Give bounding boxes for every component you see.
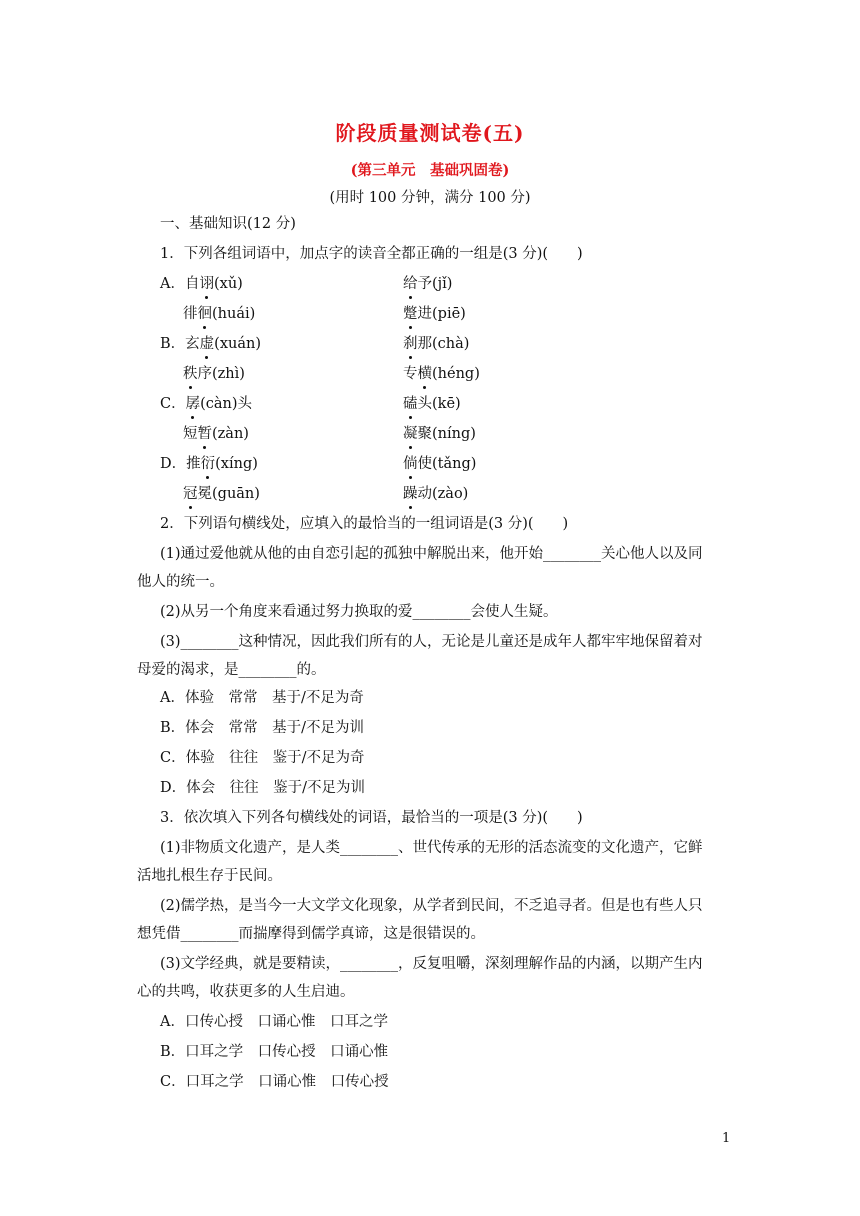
q3-option-a: A．口传心授 口诵心惟 口耳之学 <box>160 1014 388 1030</box>
q1-option-c-word3: 短暂(zàn) <box>183 426 249 442</box>
q3-sentence-1: (1)非物质文化遗产，是人类________、世代传承的无形的活态流变的文化遗产，它鲜 <box>160 840 703 856</box>
dotted-char: 磕 <box>403 396 418 412</box>
dotted-char: 暂 <box>197 426 212 442</box>
dotted-char: 蹩 <box>403 306 418 322</box>
dotted-char: 虚 <box>199 336 215 352</box>
dotted-char: 衍 <box>200 456 216 472</box>
q1-option-c-word2: 磕头(kē) <box>403 396 461 412</box>
dotted-char: 徊 <box>197 306 212 322</box>
q1-option-d-word4: 躁动(zào) <box>403 486 469 502</box>
q2-option-c: C．体验 往往 鉴于/不足为奇 <box>160 750 365 766</box>
q3-sentence-3: (3)文学经典，就是要精读，________，反复咀嚼，深刻理解作品的内涵，以期产生内 <box>160 956 703 972</box>
section-heading: 一、基础知识(12 分) <box>160 216 296 232</box>
dotted-char: 躁 <box>403 486 418 502</box>
q1-option-b-word4: 专横(héng) <box>403 366 480 382</box>
q2-stem: 2．下列语句横线处，应填入的最恰当的一组词语是(3 分)( ) <box>160 516 569 532</box>
dotted-char: 给 <box>403 276 418 292</box>
dotted-char: 凝 <box>403 426 418 442</box>
option-label: D． <box>160 456 187 472</box>
q1-option-a-word4: 蹩进(piē) <box>403 306 466 322</box>
dotted-char: 横 <box>417 366 432 382</box>
q3-stem: 3．依次填入下列各句横线处的词语，最恰当的一项是(3 分)( ) <box>160 810 583 826</box>
page-number: 1 <box>722 1131 731 1146</box>
q3-option-c: C．口耳之学 口诵心惟 口传心授 <box>160 1074 389 1090</box>
q2-option-d: D．体会 往往 鉴于/不足为训 <box>160 780 366 796</box>
page-title: 阶段质量测试卷(五) <box>335 121 525 145</box>
option-label: B． <box>160 336 186 352</box>
q1-option-b-row1: B．玄虚(xuán) <box>160 336 261 352</box>
dotted-char: 诩 <box>199 276 214 292</box>
page-subtitle: (第三单元 基础巩固卷) <box>350 162 510 179</box>
q2-sentence-3: (3)________这种情况，因此我们所有的人，无论是儿童还是成年人都牢牢地保留着对 <box>160 634 703 650</box>
q3-sentence-2-cont: 想凭借________而揣摩得到儒学真谛，这是很错误的。 <box>137 926 485 942</box>
q1-option-d-row1: D．推衍(xíng) <box>160 456 258 472</box>
dotted-char: 孱 <box>185 396 201 412</box>
q2-sentence-1: (1)通过爱他就从他的由自恋引起的孤独中解脱出来，他开始________关心他人以及同 <box>160 546 703 562</box>
dotted-char: 倘 <box>403 456 418 472</box>
q1-option-b-word3: 秩序(zhì) <box>183 366 245 382</box>
q2-option-b: B．体会 常常 基于/不足为训 <box>160 720 365 736</box>
time-note: (用时 100 分钟，满分 100 分) <box>329 190 531 206</box>
q1-option-a-word3: 徘徊(huái) <box>183 306 256 322</box>
q1-option-b-word2: 刹那(chà) <box>403 336 470 352</box>
q1-option-d-word3: 冠冕(guān) <box>183 486 260 502</box>
q1-option-a-word2: 给予(jǐ) <box>403 276 453 292</box>
q1-option-c-word4: 凝聚(níng) <box>403 426 476 442</box>
dotted-char: 秩 <box>183 366 198 382</box>
q2-sentence-1-cont: 他人的统一。 <box>137 574 224 590</box>
option-label: C． <box>160 396 186 412</box>
q3-sentence-3-cont: 心的共鸣，收获更多的人生启迪。 <box>137 984 355 1000</box>
q1-option-a-row1: A．自诩(xǔ) <box>160 276 243 292</box>
q1-stem: 1．下列各组词语中，加点字的读音全都正确的一组是(3 分)( ) <box>160 246 583 262</box>
dotted-char: 刹 <box>403 336 418 352</box>
q1-option-d-word2: 倘使(tǎng) <box>403 456 477 472</box>
q2-option-a: A．体验 常常 基于/不足为奇 <box>160 690 364 706</box>
q2-sentence-2: (2)从另一个角度来看通过努力换取的爱________会使人生疑。 <box>160 604 558 620</box>
q3-option-b: B．口耳之学 口传心授 口诵心惟 <box>160 1044 389 1060</box>
option-label: A． <box>160 276 185 292</box>
dotted-char: 冠 <box>183 486 198 502</box>
q3-sentence-1-cont: 活地扎根生存于民间。 <box>137 868 282 884</box>
q3-sentence-2: (2)儒学热，是当今一大文学文化现象，从学者到民间，不乏追寻者。但是也有些人只 <box>160 898 703 914</box>
q2-sentence-3-cont: 母爱的渴求，是________的。 <box>137 662 326 678</box>
q1-option-c-row1: C．孱(càn)头 <box>160 396 253 412</box>
